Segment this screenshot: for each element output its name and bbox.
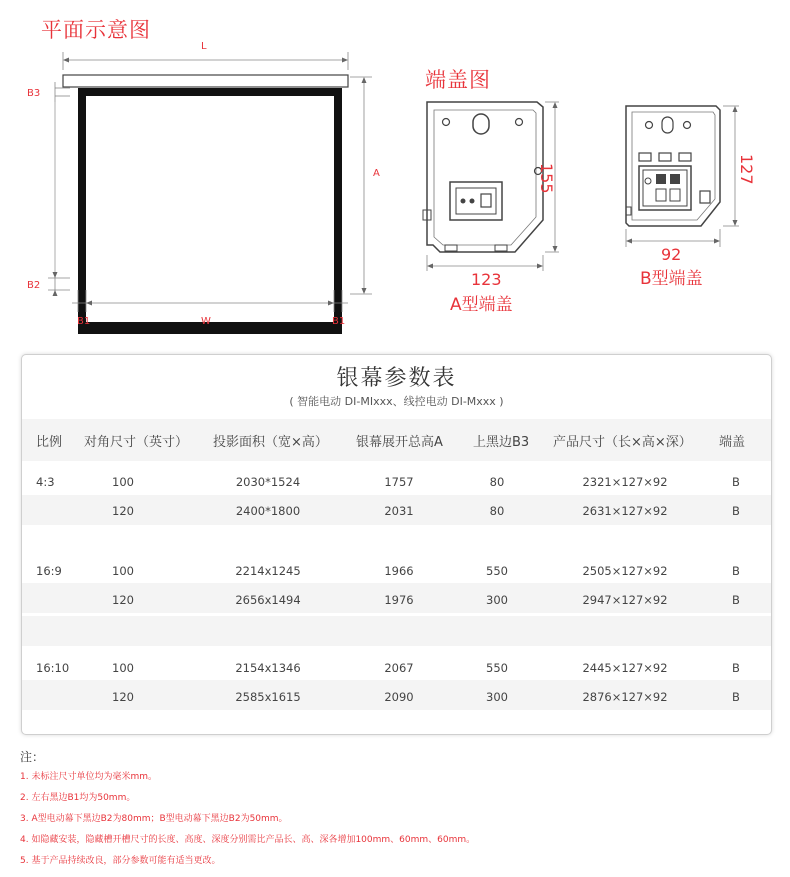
note-item: 1. 未标注尺寸单位均为毫米mm。: [20, 772, 157, 782]
header-projection-area: 投影面积（宽×高）: [213, 435, 328, 450]
note-item: 4. 如隐藏安装，隐藏槽开槽尺寸的长度、高度、深度分别需比产品长、高、深各增加100mm、60mm、60mm。: [20, 835, 476, 845]
endcap-a-caption: A型端盖: [450, 295, 513, 315]
parameter-table: 银幕参数表 ( 智能电动 DI-MIxxx、线控电动 DI-Mxxx ) 比例 对角尺寸（英寸） 投影面积（宽×高） 银幕展开总高A 上黑边B3 产品尺寸（长×高×深） 端盖 4:3 100 2030*1524 1757 80 2321×127×92 B 120 2400*1800 2031 80 2631×127×92 B 16:9 100 2214x1245 1966 550 2505×127×92 B 120 2656x1494 1976 300 2947×127×92 B 16:10 100 2154x1346 2067 550 2445×127×92 B 120 2585x1615 2090 300 2876×127×92 B: [21, 354, 772, 735]
header-total-height: 银幕展开总高A: [356, 435, 443, 450]
screen-plan-diagram: [0, 40, 400, 340]
table-subtitle: ( 智能电动 DI-MIxxx、线控电动 DI-Mxxx ): [289, 395, 504, 408]
screen-casing: [63, 75, 348, 87]
notes-title: 注：: [20, 750, 45, 764]
header-diagonal: 对角尺寸（英寸）: [84, 435, 189, 450]
label-A: A: [373, 168, 380, 179]
plan-title: 平面示意图: [41, 18, 151, 42]
endcap-title: 端盖图: [425, 68, 491, 92]
notes-section: [20, 748, 475, 874]
ratio-4-3: 4:3: [36, 475, 55, 489]
label-B2: B2: [27, 280, 41, 291]
label-W: W: [201, 316, 211, 327]
endcap-b-caption: B型端盖: [640, 269, 703, 289]
header-end-cap: 端盖: [719, 435, 746, 450]
label-B1-right: B1: [332, 316, 346, 327]
label-B3: B3: [27, 88, 41, 99]
table-title: 银幕参数表: [336, 366, 457, 391]
screen-white-area: [86, 96, 334, 322]
header-product-size: 产品尺寸（长×高×深）: [553, 435, 692, 450]
note-item: 5. 基于产品持续改良，部分参数可能有适当更改。: [20, 856, 221, 866]
endcap-a-height: 155: [537, 163, 556, 194]
endcap-a-width: 123: [471, 270, 502, 289]
endcap-b-width: 92: [661, 245, 682, 264]
header-ratio: 比例: [36, 435, 63, 450]
header-top-border: 上黑边B3: [473, 435, 530, 450]
endcap-b-height: 127: [737, 154, 756, 185]
note-item: 2. 左右黑边B1均为50mm。: [20, 793, 136, 803]
label-L: L: [201, 41, 207, 52]
ratio-16-9: 16:9: [36, 564, 62, 578]
ratio-16-10: 16:10: [36, 661, 70, 675]
note-item: 3. A型电动幕下黑边B2为80mm；B型电动幕下黑边B2为50mm。: [20, 814, 288, 824]
label-B1-left: B1: [77, 316, 91, 327]
